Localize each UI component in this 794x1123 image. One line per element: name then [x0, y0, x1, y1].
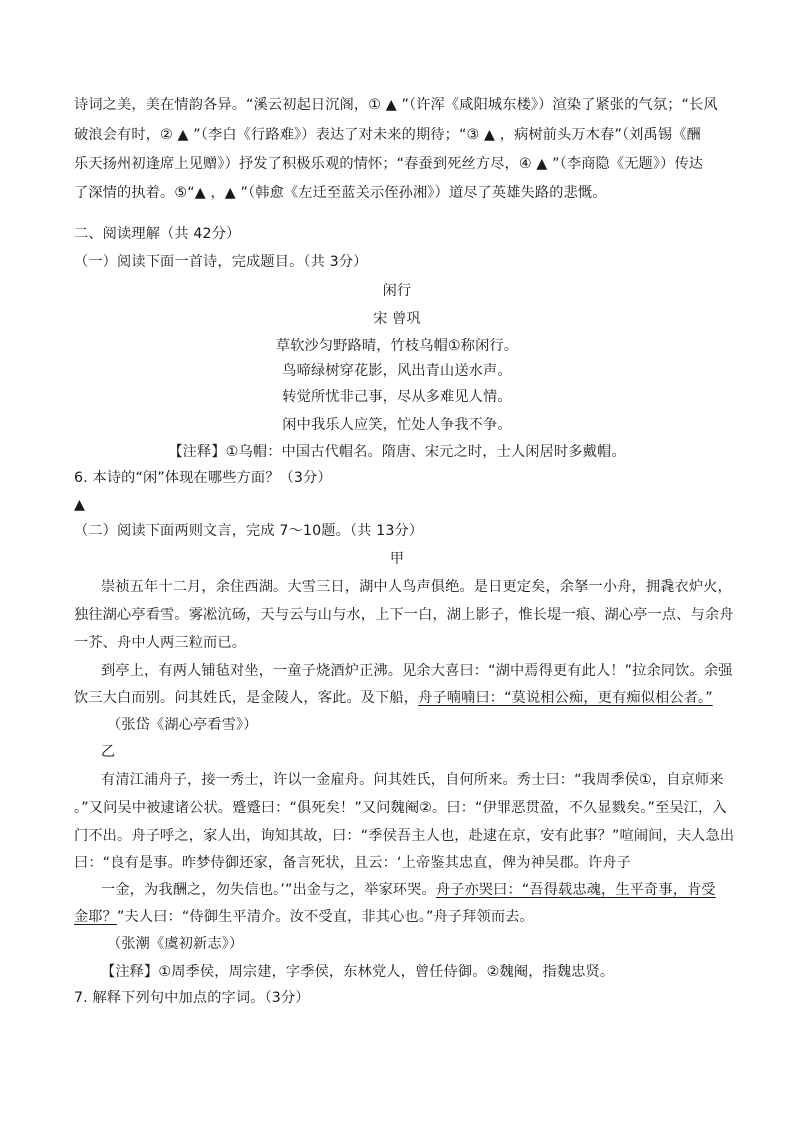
- fill-paragraph-line-2: 破浪会有时，② ▲ ”（李白《行路难》）表达了对未来的期待；“③ ▲ ，病树前头万木春”（刘禹锡《酬: [74, 127, 701, 143]
- poem-line-3: 转觉所忧非己事，尽从多难见人情。: [282, 389, 512, 405]
- poem-title: 闲行: [382, 283, 412, 299]
- poem-line-1: 草软沙匀野路晴，竹枝乌帽①称闲行。: [275, 338, 519, 354]
- passage-jia-title: 甲: [389, 551, 405, 567]
- passage-yi-line-4: 曰：“良有是事。昨梦侍御还家，备言死状，且云：‘上帝鉴其忠直，俾为神吴郡。许舟子: [74, 855, 631, 871]
- passage-yi-line-3: 门不出。舟子呼之，家人出，询知其故，曰：“季侯吾主人也，赴逮在京，安有此事？”喧闹间，夫人急出: [74, 828, 735, 844]
- poem-note: 【注释】①乌帽：中国古代帽名。隋唐、宋元之时，士人闲居时多戴帽。: [168, 444, 626, 460]
- passage-jia-line-2: 独往湖心亭看雪。雾凇沆砀，天与云与山与水，上下一白，湖上影子，惟长堤一痕、湖心亭一点、与余舟: [74, 607, 734, 623]
- part2-heading: （二）阅读下面两则文言，完成 7～10题。（共 13分）: [74, 523, 424, 539]
- passage-yi-line-6-text: ”夫人曰：“侍御生平清介。汝不受直，非其心也。”舟子拜领而去。: [117, 909, 534, 925]
- poem-author: 宋 曾巩: [373, 311, 421, 327]
- passage-yi-source: （张潮《虞初新志》）: [107, 936, 244, 952]
- passage-yi-note: 【注释】①周季侯，周宗建，字季侯，东林党人，曾任侍御。②魏阉，指魏忠贤。: [101, 964, 615, 980]
- passage-jia-line-3: 一芥、舟中人两三粒而已。: [74, 635, 247, 651]
- underlined-sentence-jia: 舟子喃喃曰：“莫说相公痴，更有痴似相公者。”: [418, 690, 713, 706]
- part1-heading: （一）阅读下面一首诗，完成题目。（共 3分）: [74, 254, 368, 270]
- fill-paragraph-line-1: 诗词之美，美在情韵各异。“溪云初起日沉阁，① ▲ ”（许浑《咸阳城东楼》）渲染了紧张的气氛；“长风: [74, 97, 718, 113]
- fill-paragraph-line-4: 了深情的执着。⑤“▲ ，▲ ”（韩愈《左迁至蓝关示侄孙湘》）道尽了英雄失路的悲慨。: [74, 185, 607, 201]
- passage-jia-line-5-text: 饮三大白而别。问其姓氏，是金陵人，客此。及下船，: [74, 690, 419, 706]
- passage-yi-line-1: 有清江浦舟子，接一秀士，许以一金雇舟。问其姓氏，自何所来。秀士曰：“我周季侯①，自京师来: [101, 772, 724, 788]
- section-heading: 二、阅读理解（共 42分）: [74, 226, 241, 242]
- underlined-sentence-yi-a: 舟子亦哭曰：“吾得载忠魂，生平奇事，肯受: [435, 882, 716, 898]
- answer-blank: ▲: [74, 497, 86, 513]
- passage-jia-line-5: [74, 688, 713, 708]
- question-6: 6. 本诗的“闲”体现在哪些方面？（3分）: [74, 470, 332, 486]
- passage-jia-line-4: 到亭上，有两人铺毡对坐，一童子烧酒炉正沸。见余大喜曰：“湖中焉得更有此人！”拉余同饮。余强: [101, 663, 733, 679]
- passage-jia-source: （张岱《湖心亭看雪》）: [107, 717, 258, 733]
- passage-yi-title: 乙: [101, 744, 116, 760]
- underlined-sentence-yi-b: 金耶？: [74, 909, 118, 925]
- poem-line-2: 鸟啼绿树穿花影，风出青山送水声。: [282, 363, 512, 379]
- passage-jia-line-1: 崇祯五年十二月，余住西湖。大雪三日，湖中人鸟声俱绝。是日更定矣，余拏一小舟，拥毳衣炉火，: [101, 579, 732, 595]
- question-7: 7. 解释下列句中加点的字词。（3分）: [74, 990, 310, 1006]
- passage-yi-line-5-text: 一金，为我酬之，勿失信也。’”出金与之，举家环哭。: [101, 882, 436, 898]
- poem-line-4: 闲中我乐人应笑，忙处人争我不争。: [282, 417, 512, 433]
- passage-yi-line-2: 。”又问吴中被逮诸公状。蹙蹙曰：“俱死矣！”又问魏阉②。曰：“伊罪恶贯盈，不久显戮矣。”至吴江，入: [74, 800, 727, 816]
- passage-yi-line-6: [74, 907, 534, 927]
- fill-paragraph-line-3: 乐天扬州初逢席上见赠》）抒发了积极乐观的情怀；“春蚕到死丝方尽，④ ▲ ”（李商隐《无题》）传达: [74, 156, 704, 172]
- passage-yi-line-5: [101, 880, 716, 900]
